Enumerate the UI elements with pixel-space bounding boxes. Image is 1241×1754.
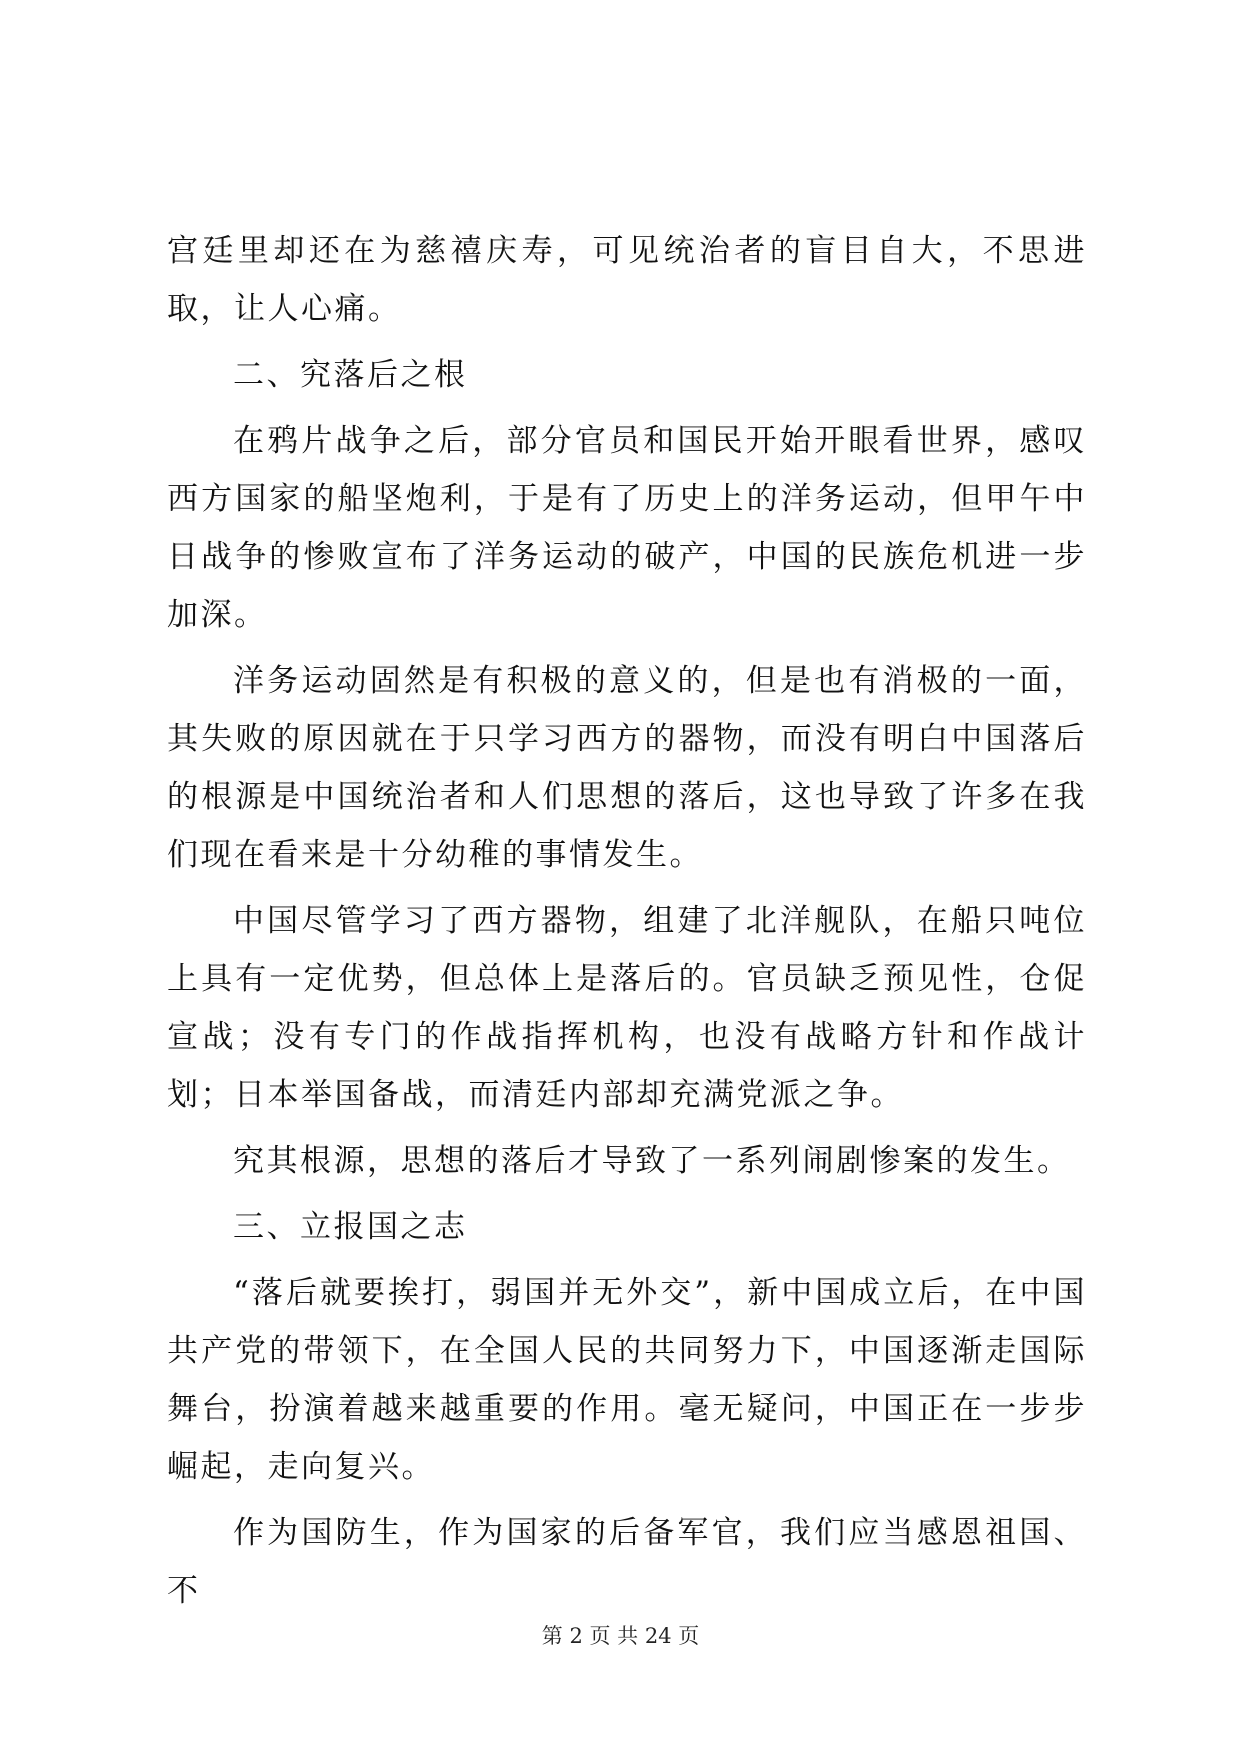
section-heading-2: 二、究落后之根 — [233, 357, 468, 393]
paragraph-9: 作为国防生，作为国家的后备军官，我们应当感恩祖国、不 — [167, 1515, 1087, 1609]
paragraph-1: 宫廷里却还在为慈禧庆寿，可见统治者的盲目自大，不思进取，让人心痛。 — [167, 233, 1087, 327]
section-heading-3: 三、立报国之志 — [233, 1209, 468, 1245]
page-footer — [0, 1622, 1241, 1650]
paragraph-6: 究其根源，思想的落后才导致了一系列闹剧惨案的发生。 — [233, 1143, 1071, 1179]
page-number-label: 第 2 页 共 24 页 — [541, 1624, 700, 1648]
paragraph-5: 中国尽管学习了西方器物，组建了北洋舰队，在船只吨位上具有一定优势，但总体上是落后的。官员缺乏预见性，仓促宣战；没有专门的作战指挥机构，也没有战略方针和作战计划；日本举国备战，而清廷内部却充满党派之争。 — [167, 903, 1087, 1113]
paragraph-4: 洋务运动固然是有积极的意义的，但是也有消极的一面，其失败的原因就在于只学习西方的器物，而没有明白中国落后的根源是中国统治者和人们思想的落后，这也导致了许多在我们现在看来是十分幼稚的事情发生。 — [167, 663, 1087, 873]
paragraph-3: 在鸦片战争之后，部分官员和国民开始开眼看世界，感叹西方国家的船坚炮利，于是有了历史上的洋务运动，但甲午中日战争的惨败宣布了洋务运动的破产，中国的民族危机进一步加深。 — [167, 423, 1087, 633]
document-body — [167, 222, 1087, 1620]
paragraph-8: “落后就要挨打，弱国并无外交”，新中国成立后，在中国共产党的带领下，在全国人民的共同努力下，中国逐渐走国际舞台，扮演着越来越重要的作用。毫无疑问，中国正在一步步崛起，走向复兴。 — [167, 1275, 1087, 1485]
